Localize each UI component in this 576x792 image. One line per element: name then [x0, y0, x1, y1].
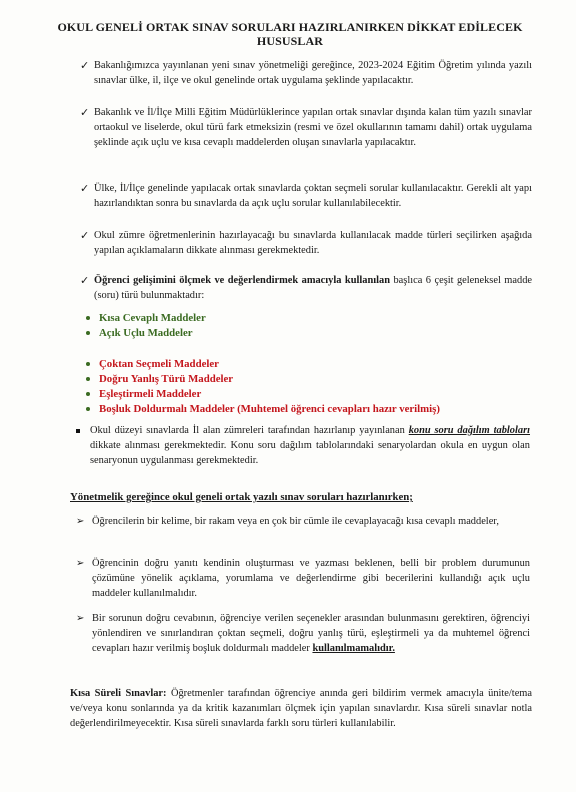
check-item-1 [94, 58, 532, 88]
square-item-emphasis: konu soru dağılım tabloları [408, 425, 530, 436]
page-title: OKUL GENELİ ORTAK SINAV SORULARI HAZIRLANIRKEN DİKKAT EDİLECEK HUSUSLAR [57, 20, 523, 48]
bullet-dot-icon [86, 362, 90, 366]
arrow-item-3: Bir sorunun doğru cevabının, öğrenciye verilen seçenekler arasından bulunmasını gerektiren, öğrenciyi yönlendiren ve sınırlandıran çoktan seçmeli, doğru yanlış türü, eşleştirmeli ya da muhtemel öğrenci cevapları hazır verilmiş boşluk doldurmalı maddeler kullanılmamalıdır. [92, 613, 530, 654]
checkmark-icon: ✓ [80, 182, 90, 195]
checkmark-icon: ✓ [80, 106, 90, 119]
arrow-item-1: Öğrencilerin bir kelime, bir rakam veya en çok bir cümle ile cevaplayacağı kısa cevaplı maddeler, [92, 516, 499, 527]
bullet-item-short-answer: Kısa Cevaplı Maddeler [86, 311, 206, 326]
bullet-dot-icon [86, 316, 90, 320]
short-exams-paragraph: Kısa Süreli Sınavlar: Öğretmenler tarafından öğrenciye anında geri bildirim vermek amacıyla ünite/tema ve/veya konu sonlarında ya da kritik kazanımları ölçmek için yapılan sınavlardır. Kısa süreli sınavlar notla değerlendirilmeyecektir. Kısa süreli sınavlarda farklı soru türleri kullanılabilir. [70, 688, 532, 729]
arrow-item-2: Öğrencinin doğru yanıtı kendinin oluşturması ve yazması beklenen, belli bir problem durumunun çözümüne yönelik açıklama, yorumlama ve değerlendirme gibi becerilerini kullandığı açık uçlu maddeler kullanılmalıdır. [92, 558, 530, 599]
bullet-item-open-ended: Açık Uçlu Maddeler [86, 326, 193, 341]
check-item-3 [94, 181, 532, 211]
check-item-text: Bakanlık ve İl/İlçe Milli Eğitim Müdürlüklerince yapılan ortak sınavlar dışında kalan tüm yazılı sınavlar ortaokul ve liselerde, okul türü fark etmeksizin (resmi ve özel okullarının tamamı dahil) ortak uygulama şeklinde açık uçlu ve kısa cevaplı maddelerden oluşan sınavlarla yapılacaktır. [94, 107, 532, 148]
bullet-dot-icon [86, 377, 90, 381]
arrow-item-emphasis: kullanılmamalıdır. [312, 643, 395, 654]
bullet-item-multiple-choice: Çoktan Seçmeli Maddeler [86, 357, 219, 372]
item5-rest-text: başlıca 6 çeşit geleneksel madde (soru) türü bulunmaktadır: [94, 275, 533, 301]
square-bullet-icon [76, 429, 80, 433]
bullet-item-fill-blank: Boşluk Doldurmalı Maddeler (Muhtemel öğrenci cevapları hazır verilmiş) [86, 402, 440, 417]
check-item-5 [94, 273, 532, 303]
bullet-dot-icon [86, 331, 90, 335]
bullet-dot-icon [86, 407, 90, 411]
bullet-dot-icon [86, 392, 90, 396]
short-exams-label: Kısa Süreli Sınavlar: [70, 688, 167, 699]
checkmark-icon: ✓ [80, 274, 90, 287]
item5-bold-text: Öğrenci gelişimini ölçmek ve değerlendirmek amacıyla kullanılan [94, 275, 390, 286]
checkmark-icon: ✓ [80, 59, 90, 72]
check-item-text: Bakanlığımızca yayınlanan yeni sınav yönetmeliği gereğince, 2023-2024 Eğitim Öğretim yılında yazılı sınavlar ülke, il, ilçe ve okul genelinde ortak uygulama şeklinde yapılacaktır. [94, 60, 532, 86]
check-item-4 [94, 228, 532, 258]
check-item-text: Okul zümre öğretmenlerinin hazırlayacağı bu sınavlarda kullanılacak madde türleri seçilirken aşağıda yapılan açıklamaların dikkate alınması gerekmektedir. [94, 230, 532, 256]
section-heading: Yönetmelik gereğince okul geneli ortak yazılı sınav soruları hazırlanırken; [70, 491, 413, 503]
square-item: Okul düzeyi sınavlarda İl alan zümreleri tarafından hazırlanıp yayınlanan konu soru dağılım tabloları dikkate alınması gerekmektedir. Konu soru dağılım tablolarındaki senaryolardan okula en uygun olan senaryonun uygulanması gerekmektedir. [90, 425, 530, 466]
arrow-bullet-icon: ➢ [76, 613, 85, 624]
arrow-bullet-icon: ➢ [76, 516, 85, 527]
check-item-2 [94, 105, 532, 150]
arrow-bullet-icon: ➢ [76, 558, 85, 569]
bullet-item-true-false: Doğru Yanlış Türü Maddeler [86, 372, 233, 387]
check-item-text: Ülke, İl/İlçe genelinde yapılacak ortak sınavlarda çoktan seçmeli sorular kullanılacaktır. Gerekli alt yapı hazırlandıktan sonra bu sınavlarda da açık uçlu sorular kullanılabilecektir. [94, 183, 532, 209]
checkmark-icon: ✓ [80, 229, 90, 242]
bullet-item-matching: Eşleştirmeli Maddeler [86, 387, 201, 402]
